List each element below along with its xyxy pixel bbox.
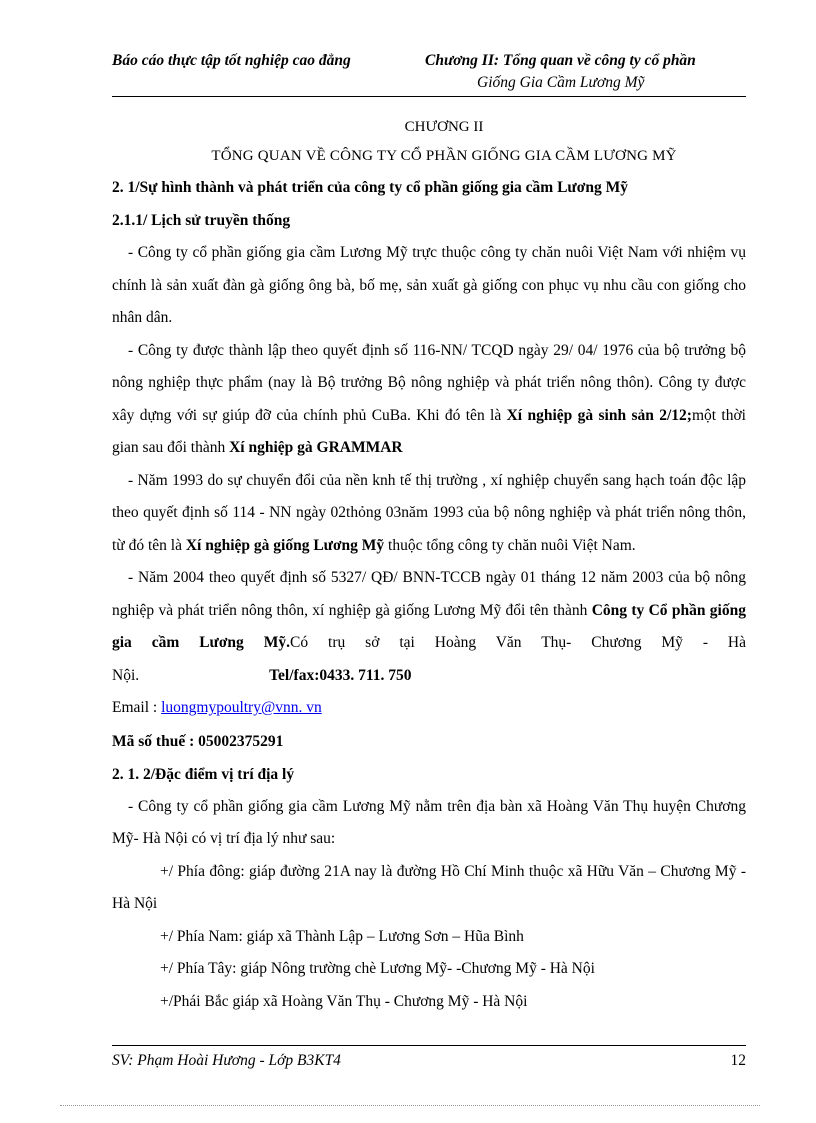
- boundary-south: +/ Phía Nam: giáp xã Thành Lập – Lương Sơn – Hũa Bình: [160, 927, 524, 945]
- tax-code: Mã số thuế : 05002375291: [112, 732, 284, 750]
- paragraph-1: - Công ty cổ phần giống gia cầm Lương Mỹ trực thuộc công ty chăn nuôi Việt Nam với nhiệm vụ chính là sản xuất đàn gà giống ông bà, bố mẹ, sản xuất gà giống con phục vụ nhu cầu con giống cho nhân dân.: [112, 244, 746, 326]
- boundary-west: +/ Phía Tây: giáp Nông trường chè Lương Mỹ- -Chương Mỹ - Hà Nội: [160, 960, 595, 977]
- section-heading-2-1-2: 2. 1. 2/Đặc điểm vị trí địa lý: [112, 765, 295, 783]
- page-footer: [112, 1045, 746, 1072]
- paragraph-4-text-a: - Năm 2004 theo quyết định số 5327/ QĐ/ BNN-TCCB ngày 01 tháng 12 năm 2003 của bộ nông nghiệp và phát triển nông thôn, xí nghiệp gà giống Lương Mỹ đổi tên thành: [112, 569, 746, 619]
- header-right-line2: Giống Gia Cầm Lương Mỹ: [477, 74, 645, 91]
- paragraph-3-bold-b: Xí nghiệp gà giống Lương Mỹ: [185, 536, 385, 554]
- paragraph-4-text-c: Có trụ sở tại Hoàng Văn Thụ- Chương Mỹ - Hà Nội.: [112, 634, 746, 684]
- header-left: Báo cáo thực tập tốt nghiệp cao đẳng: [112, 52, 351, 69]
- boundary-north: +/Phái Bắc giáp xã Hoàng Văn Thụ - Chương Mỹ - Hà Nội: [160, 992, 528, 1010]
- section-heading-2-1: 2. 1/Sự hình thành và phát triển của công ty cổ phần giống gia cầm Lương Mỹ: [112, 179, 628, 196]
- section-heading-2-1-1: 2.1.1/ Lịch sử truyền thống: [112, 212, 291, 229]
- boundary-east: +/ Phía đông: giáp đường 21A nay là đường Hồ Chí Minh thuộc xã Hữu Văn – Chương Mỹ - Hà Nội: [112, 862, 746, 912]
- paragraph-3-text-c: thuộc tổng công ty chăn nuôi Việt Nam.: [384, 536, 636, 554]
- header-right-line1: Chương II: Tổng quan về công ty cổ phần: [425, 52, 696, 69]
- paragraph-2-text-a: - Công ty được thành lập theo quyết định số 116-NN/ TCQD ngày 29/ 04/ 1976 của bộ trưởng bộ nông nghiệp thực phẩm (nay là Bộ trưởng Bộ nông nghiệp và phát triển nông thôn). Công ty được xây dựng với sự giúp đỡ của chính phủ CuBa. Khi đó tên là: [112, 341, 746, 424]
- paragraph-2-bold-b: Xí nghiệp gà sinh sản 2/12;: [506, 406, 692, 424]
- page-number: 12: [730, 1052, 746, 1069]
- page-content: [112, 113, 746, 1018]
- page-header: [112, 50, 746, 97]
- email-link[interactable]: luongmypoultry@vnn. vn: [161, 699, 322, 716]
- paragraph-2-bold-d: Xí nghiệp gà GRAMMAR: [229, 439, 403, 456]
- paragraph-5: - Công ty cổ phần giống gia cầm Lương Mỹ nằm trên địa bàn xã Hoàng Văn Thụ huyện Chương Mỹ- Hà Nội có vị trí địa lý như sau:: [112, 797, 746, 847]
- paragraph-4: [112, 562, 746, 692]
- paragraph-2: [112, 335, 746, 465]
- paragraph-4-bold-b: Công ty Cổ phần giống gia cầm Lương Mỹ.: [112, 601, 746, 651]
- footer-author: SV: Phạm Hoài Hương - Lớp B3KT4: [112, 1052, 341, 1069]
- chapter-title: TỔNG QUAN VỀ CÔNG TY CỔ PHẦN GIỐNG GIA CẦM LƯƠNG MỸ: [211, 148, 677, 164]
- page-bottom-divider: [60, 1105, 760, 1107]
- paragraph-3: [112, 465, 746, 563]
- chapter-number: CHƯƠNG II: [404, 119, 484, 135]
- email-label: Email :: [112, 699, 162, 716]
- paragraph-2-text-c: một thời gian sau đổi thành: [112, 406, 746, 456]
- tel-fax: Tel/fax:0433. 711. 750: [269, 666, 412, 684]
- email-line: [112, 692, 746, 725]
- paragraph-3-text-a: - Năm 1993 do sự chuyển đổi của nền knh tế thị trường , xí nghiệp chuyển sang hạch toán độc lập theo quyết định số 114 - NN ngày 02thỏng 03năm 1993 của bộ nông nghiệp và phát triển nông thôn, từ đó tên là: [112, 471, 746, 554]
